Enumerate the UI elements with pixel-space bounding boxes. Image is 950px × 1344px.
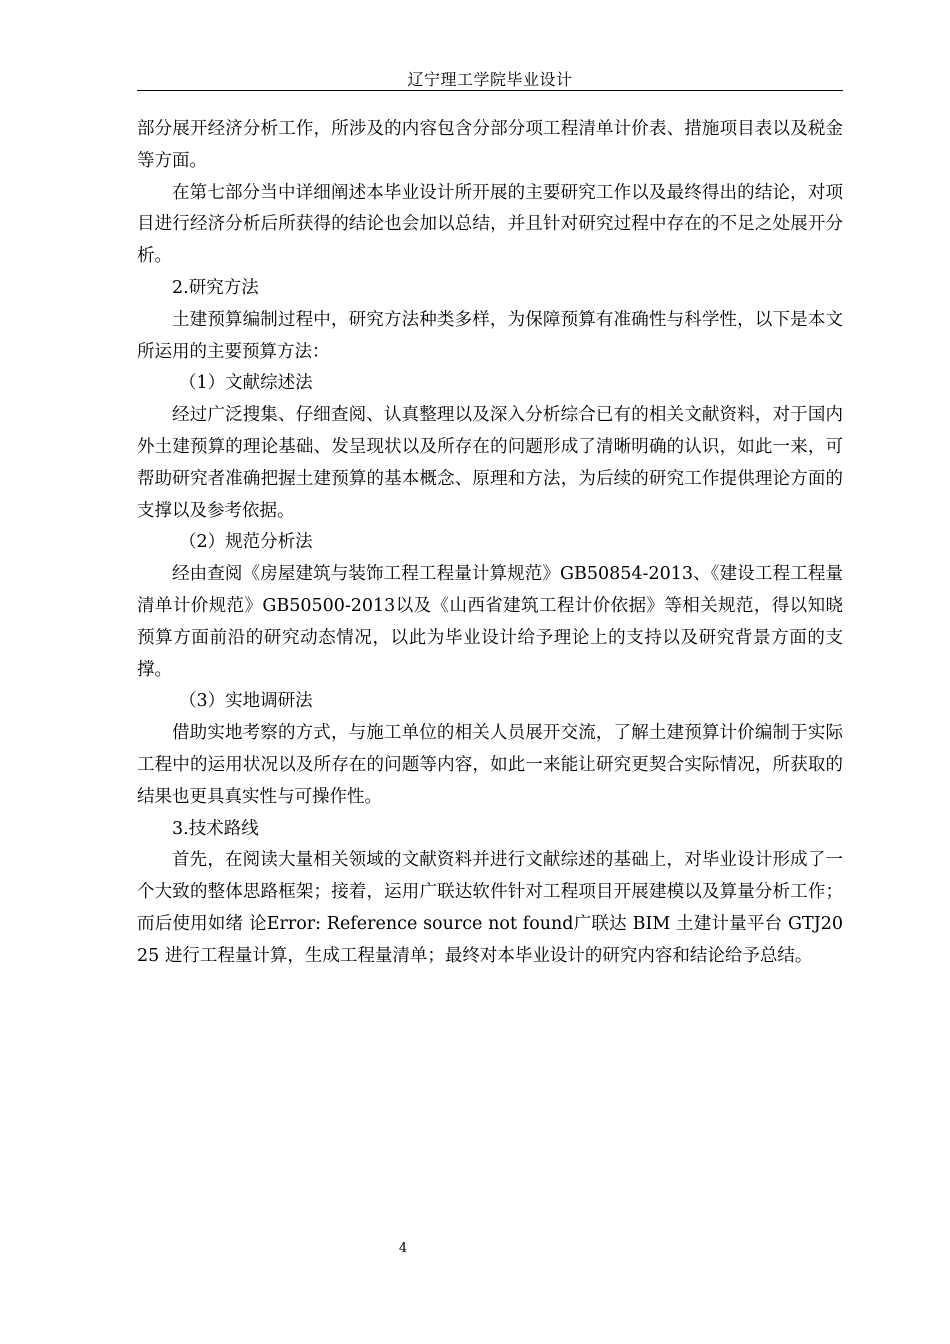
subheading-field-research: （3）实地调研法 [179,691,313,712]
section-heading-research-methods: 2.研究方法 [172,277,259,298]
body-text [137,114,843,973]
paragraph-literature-review: 经过广泛搜集、仔细查阅、认真整理以及深入分析综合已有的相关文献资料，对于国内外土建预算的理论基础、发呈现状以及所存在的问题形成了清晰明确的认识，如此一来，可帮助研究者准确把握土建预算的基本概念、原理和方法，为后续的研究工作提供理论方面的支撑以及参考依据。 [137,405,843,521]
section-heading-technical-route: 3.技术路线 [172,818,259,839]
subheading-standard-analysis: （2）规范分析法 [179,532,313,553]
paragraph-continuation: 部分展开经济分析工作，所涉及的内容包含分部分项工程清单计价表、措施项目表以及税金等方面。 [137,119,843,171]
paragraph-standard-analysis: 经由查阅《房屋建筑与装饰工程工程量计算规范》GB50854-2013、《建设工程工程量清单计价规范》GB50500-2013以及《山西省建筑工程计价依据》等相关规范，得以知晓预算方面前沿的研究动态情况，以此为毕业设计给予理论上的支持以及研究背景方面的支撑。 [137,564,843,680]
paragraph-part-seven: 在第七部分当中详细阐述本毕业设计所开展的主要研究工作以及最终得出的结论，对项目进行经济分析后所获得的结论也会加以总结，并且针对研究过程中存在的不足之处展开分析。 [137,182,843,267]
subheading-literature-review: （1）文献综述法 [179,373,313,394]
paragraph-methods-intro: 土建预算编制过程中，研究方法种类多样，为保障预算有准确性与科学性，以下是本文所运用的主要预算方法： [137,309,843,362]
page-header-title: 辽宁理工学院毕业设计 [407,70,573,89]
paragraph-field-research: 借助实地考察的方式，与施工单位的相关人员展开交流，了解土建预算计价编制于实际工程中的运用状况以及所存在的问题等内容，如此一来能让研究更契合实际情况，所获取的结果也更具真实性与可操作性。 [137,723,843,807]
header-rule [137,90,843,91]
paragraph-technical-route: 首先，在阅读大量相关领域的文献资料并进行文献综述的基础上，对毕业设计形成了一个大致的整体思路框架；接着，运用广联达软件针对工程项目开展建模以及算量分析工作；而后使用如绪 论Error: Reference source not found广联达 BIM 土建计量平台 GTJ2025 进行工程量计算，生成工程量清单；最终对本毕业设计的研究内容和结论给予总结。 [137,850,843,966]
page-number: 4 [398,1241,408,1256]
